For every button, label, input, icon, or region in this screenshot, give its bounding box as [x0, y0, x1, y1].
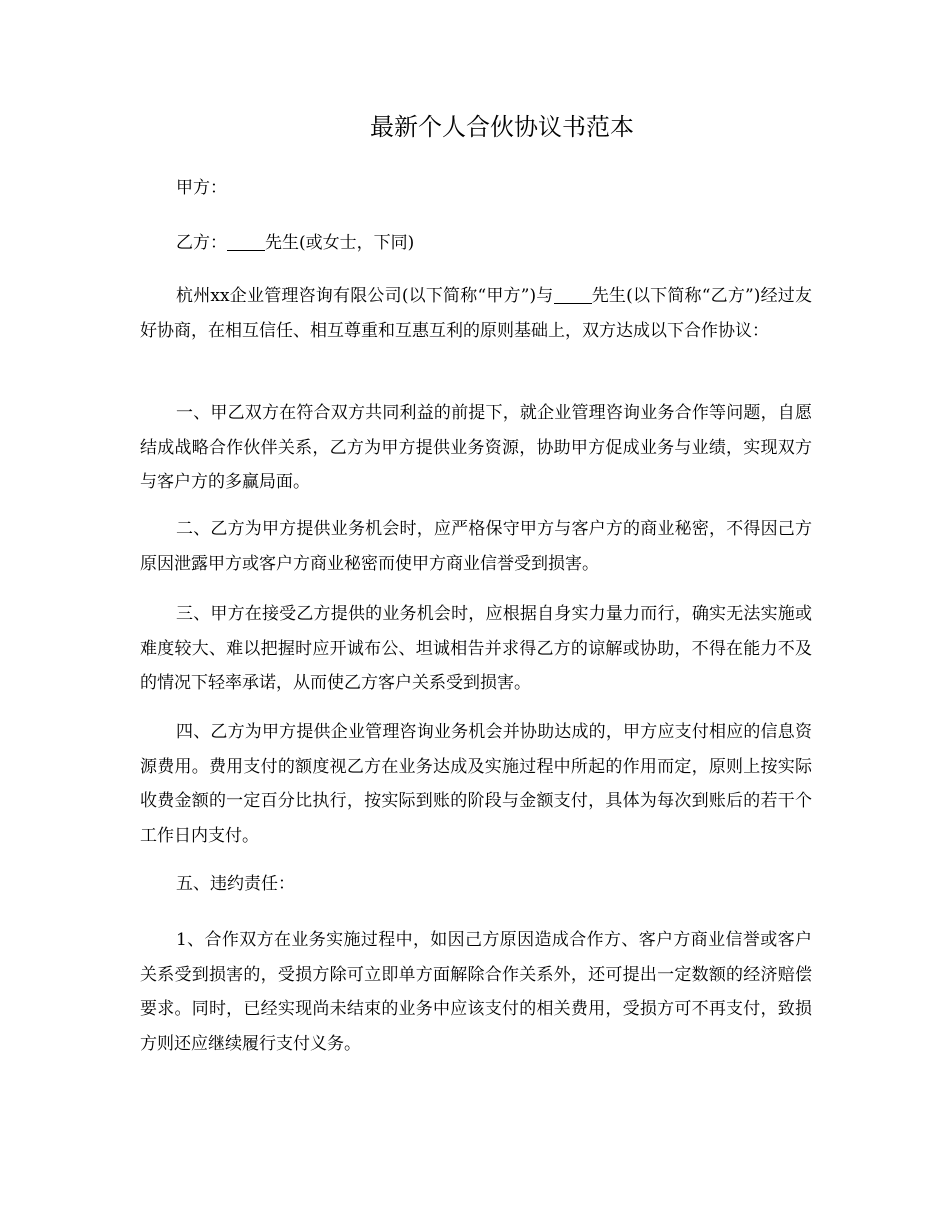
- document-title: 最新个人合伙协议书范本: [370, 113, 634, 141]
- party-b-line: [140, 226, 812, 261]
- party-b-suffix: 先生(或女士，下同): [265, 233, 415, 253]
- clause-4: 四、乙方为甲方提供企业管理咨询业务机会并协助达成的，甲方应支付相应的信息资源费用。费用支付的额度视乙方在业务达成及实施过程中所起的作用而定，原则上按实际收费金额的一定百分比执行，按实际到账的阶段与金额支付，具体为每次到账后的若干个工作日内支付。: [140, 722, 812, 846]
- clause-3: 三、甲方在接受乙方提供的业务机会时，应根据自身实力量力而行，确实无法实施或难度较大、难以把握时应开诚布公、坦诚相告并求得乙方的谅解或协助，不得在能力不及的情况下轻率承诺，从而使乙方客户关系受到损害。: [140, 604, 812, 693]
- intro-prefix: 杭州xx企业管理咨询有限公司(以下简称“甲方”)与: [176, 286, 554, 306]
- party-b-name-blank: [227, 233, 265, 251]
- clause-2: 二、乙方为甲方提供业务机会时，应严格保守甲方与客户方的商业秘密，不得因己方原因泄露甲方或客户方商业秘密而使甲方商业信誉受到损害。: [140, 519, 812, 574]
- party-b-prefix: 乙方：: [176, 233, 227, 253]
- clause-5-item-1: 1、合作双方在业务实施过程中，如因己方原因造成合作方、客户方商业信誉或客户关系受到损害的，受损方除可立即单方面解除合作关系外，还可提出一定数额的经济赔偿要求。同时，已经实现尚未结束的业务中应该支付的相关费用，受损方可不再支付，致损方则还应继续履行支付义务。: [140, 930, 812, 1054]
- intro-suffix: 先生(以下简称“乙方”)经过友好协商，在相互信任、相互尊重和互惠互利的原则基础上，双方达成以下合作协议：: [140, 286, 812, 341]
- intro-name-blank: [554, 286, 592, 304]
- intro-paragraph: [140, 279, 812, 348]
- clause-5-heading: 五、违约责任：: [176, 874, 295, 894]
- clause-1: 一、甲乙双方在符合双方共同利益的前提下，就企业管理咨询业务合作等问题，自愿结成战略合作伙伴关系，乙方为甲方提供业务资源，协助甲方促成业务与业绩，实现双方与客户方的多赢局面。: [140, 403, 812, 492]
- party-a-line: 甲方：: [176, 178, 227, 198]
